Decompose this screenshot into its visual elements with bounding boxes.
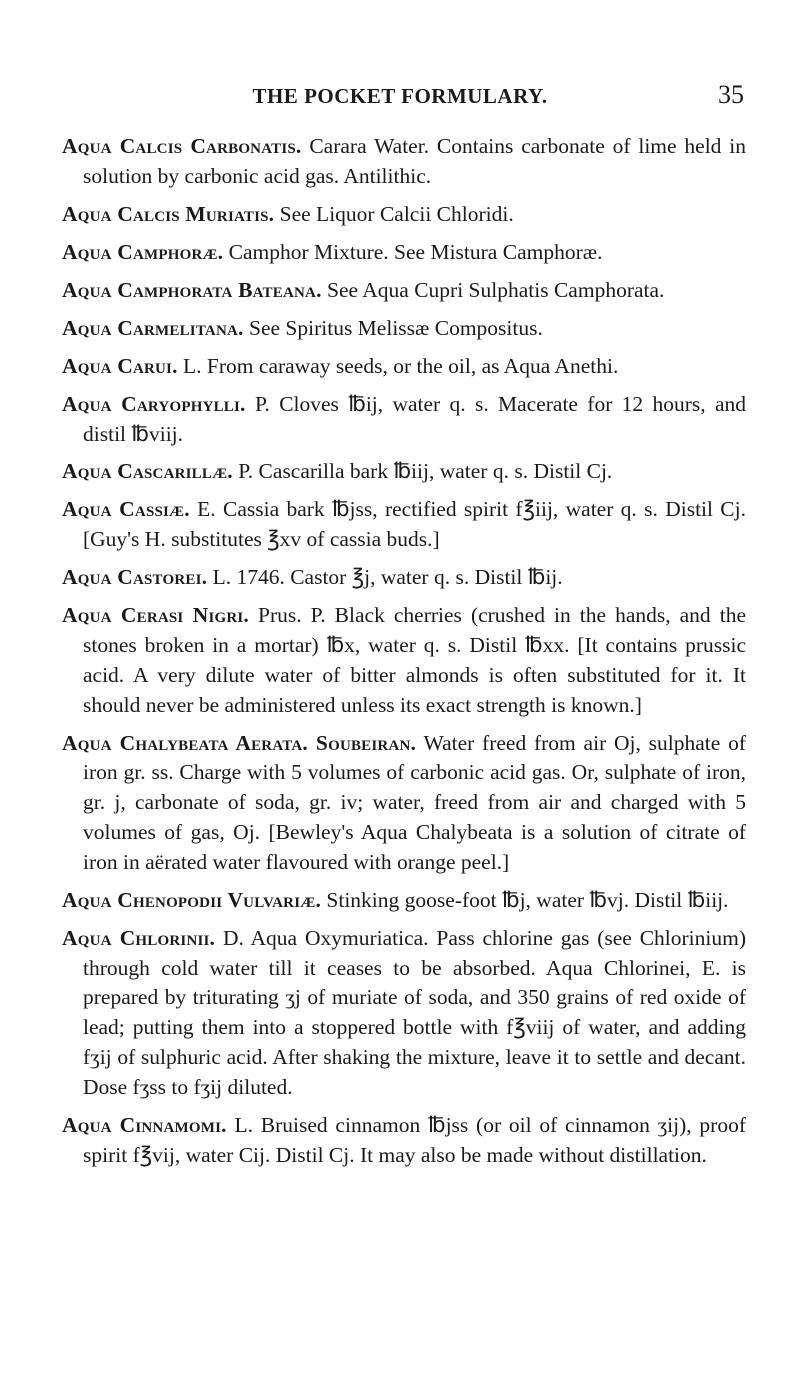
formulary-entries	[62, 132, 746, 1179]
entry-aqua-carui	[62, 352, 746, 382]
entry-aqua-chenopodii-vulvariae	[62, 886, 746, 916]
running-title: THE POCKET FORMULARY.	[252, 84, 548, 108]
entry-headword: Aqua Chenopodii Vulvariæ.	[62, 887, 322, 912]
entry-aqua-cascarillae	[62, 457, 746, 487]
entry-text: See Spiritus Melissæ Compositus.	[243, 315, 543, 340]
entry-text: See Aqua Cupri Sulphatis Camphorata.	[321, 277, 665, 302]
entry-headword: Aqua Chalybeata Aerata. Soubeiran.	[62, 730, 417, 755]
entry-headword: Aqua Carmelitana.	[62, 315, 244, 340]
entry-headword: Aqua Carui.	[62, 353, 178, 378]
entry-headword: Aqua Cerasi Nigri.	[62, 603, 249, 628]
entry-aqua-chalybeata-aerata	[62, 729, 746, 878]
entry-headword: Aqua Camphorata Bateana.	[62, 277, 322, 302]
entry-aqua-chlorinii	[62, 924, 746, 1103]
page-number: 35	[718, 80, 744, 109]
entry-text: Water freed from air Oj, sulphate of iron gr. ss. Charge with 5 volumes of carbonic acid gas. Or, sulphate of iron, gr. j, carbonate of soda, gr. iv; water, freed from air and charged with 5 volumes of gas, Oj. [Bewley's Aqua Chalybeata is a solution of citrate of iron in aërated water flavoured with orange peel.]	[83, 730, 746, 874]
entry-text: P. Cloves ℔ij, water q. s. Macerate for 12 hours, and distil ℔viij.	[83, 391, 746, 446]
entry-text: Prus. P. Black cherries (crushed in the hands, and the stones broken in a mortar) ℔x, water q. s. Distil ℔xx. [It contains prussic acid. A very dilute water of bitter almonds is often substituted for it. It should never be administered unless its exact strength is known.]	[83, 603, 746, 717]
entry-text: L. 1746. Castor ℥j, water q. s. Distil ℔ij.	[207, 565, 563, 590]
entry-text: L. From caraway seeds, or the oil, as Aqua Anethi.	[177, 353, 619, 378]
entry-aqua-carmelitana	[62, 314, 746, 344]
entry-headword: Aqua Cassiæ.	[62, 497, 190, 522]
entry-aqua-calcis-carbonatis	[62, 132, 746, 192]
entry-aqua-cinnamomi	[62, 1111, 746, 1171]
entry-headword: Aqua Calcis Muriatis.	[62, 201, 275, 226]
entry-aqua-castorei	[62, 563, 746, 593]
entry-headword: Aqua Castorei.	[62, 565, 208, 590]
entry-headword: Aqua Camphoræ.	[62, 239, 224, 264]
entry-text: L. Bruised cinnamon ℔jss (or oil of cinnamon ʒij), proof spirit f℥vij, water Cij. Distil Cj. It may also be made without distillation.	[83, 1112, 746, 1167]
entry-text: P. Cascarilla bark ℔iij, water q. s. Distil Cj.	[232, 459, 613, 484]
entry-text: Carara Water. Contains carbonate of lime held in solution by carbonic acid gas. Antilithic.	[83, 134, 746, 188]
entry-headword: Aqua Cinnamomi.	[62, 1112, 227, 1137]
entry-aqua-caryophylli	[62, 390, 746, 450]
entry-headword: Aqua Cascarillæ.	[62, 459, 233, 484]
entry-aqua-calcis-muriatis	[62, 200, 746, 230]
entry-aqua-cerasi-nigri	[62, 601, 746, 720]
entry-text: See Liquor Calcii Chloridi.	[274, 201, 514, 226]
entry-text: D. Aqua Oxymuriatica. Pass chlorine gas (see Chlorinium) through cold water till it ceases to be absorbed. Aqua Chlorinei, E. is prepared by triturating ʒj of muriate of soda, and 350 grains of red oxide of lead; putting them into a stoppered bottle with f℥viij of water, and adding fʒij of sulphuric acid. After shaking the mixture, leave it to settle and decant. Dose fʒss to fʒij diluted.	[83, 925, 746, 1099]
entry-aqua-cassiae	[62, 495, 746, 555]
entry-headword: Aqua Caryophylli.	[62, 391, 246, 416]
entry-text: Camphor Mixture. See Mistura Camphoræ.	[223, 239, 603, 264]
entry-headword: Aqua Calcis Carbonatis.	[62, 134, 302, 158]
entry-text: Stinking goose-foot ℔j, water ℔vj. Distil ℔iij.	[321, 887, 729, 912]
entry-headword: Aqua Chlorinii.	[62, 925, 216, 950]
entry-text: E. Cassia bark ℔jss, rectified spirit f℥iij, water q. s. Distil Cj. [Guy's H. substitutes ℥xv of cassia buds.]	[83, 497, 746, 552]
running-head	[0, 80, 800, 120]
entry-aqua-camphorae	[62, 238, 746, 268]
entry-aqua-camphorata-bateana	[62, 276, 746, 306]
